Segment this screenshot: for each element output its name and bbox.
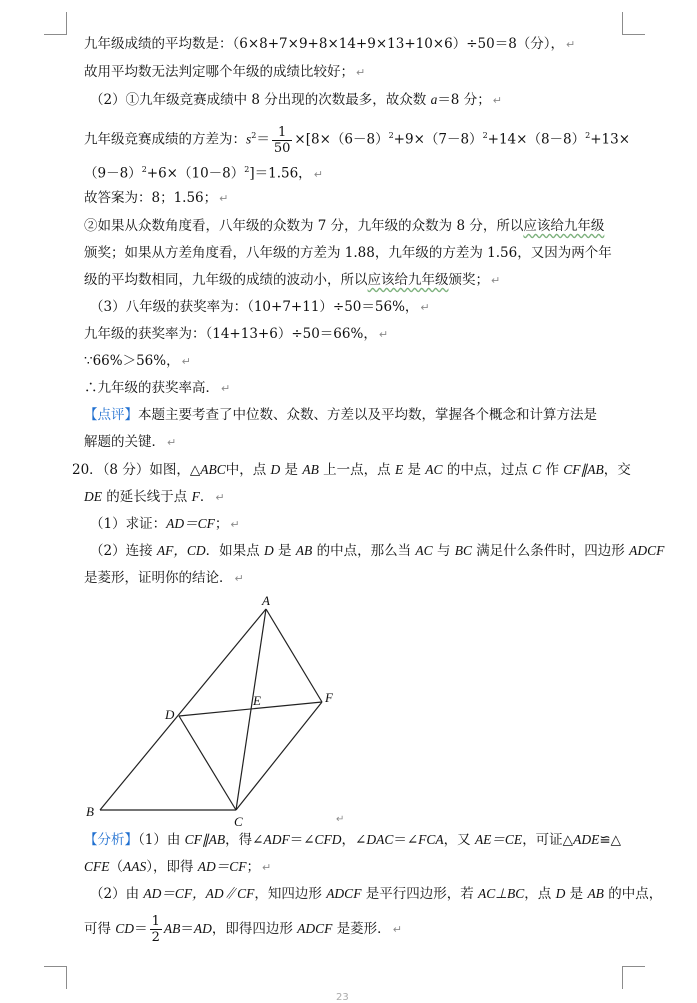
vertex-label-E: E <box>253 693 261 708</box>
question-20-part-1: （1）求证：AD＝CF； ↵ <box>90 516 240 532</box>
text-line-13: ∴九年级的获奖率高． ↵ <box>84 380 231 396</box>
analysis-line-3: （2）由 AD＝CF，AD∥CF，知四边形 ADCF 是平行四边形，若 AC⊥BC，点 D 是 AB 的中点， <box>90 886 663 902</box>
text-line-14: 【点评】本题主要考查了中位数、众数、方差以及平均数，掌握各个概念和计算方法是 <box>84 407 597 423</box>
text-line-5: $(9-8)^2+6\times(10-8)^2]=1.56$， ↵ <box>84 165 323 182</box>
text-line-8: 颁奖；如果从方差角度看，八年级的方差为 1.88，九年级的方差为 1.56，又因为两个年 <box>84 245 612 261</box>
text-line-15: 解题的关键． ↵ <box>84 434 177 450</box>
question-20-part-2-cont: 是菱形，证明你的结论． ↵ <box>84 570 244 586</box>
figure-paragraph-mark: ↵ <box>336 814 345 825</box>
analysis-line-4: 可得 CD＝ $\frac{1}{2}$ AB＝AD，即得四边形 ADCF 是菱形． ↵ <box>84 914 402 945</box>
question-20-part-2: （2）连接 AF，CD．如果点 D 是 AB 的中点，那么当 AC 与 BC 满足什么条件时，四边形 ADCF <box>90 543 665 559</box>
fraction-one-half: $\frac{1}{2}$ <box>151 914 160 945</box>
spellcheck-underline: 应该给九年级 <box>523 218 605 234</box>
vertex-label-F: F <box>325 690 333 705</box>
vertex-label-A: A <box>262 593 270 608</box>
vertex-label-C: C <box>234 814 243 827</box>
segment-AF <box>266 609 322 702</box>
question-20-line-1: 20．（8 分）如图，△ABC中，点 D 是 AB 上一点，点 E 是 AC 的中点，过点 C 作 CF∥AB，交 <box>72 462 631 478</box>
comment-tag: 【点评】 <box>84 407 138 423</box>
vertex-label-D: D <box>165 707 175 722</box>
question-20-line-2: DE 的延长线于点 F． ↵ <box>84 489 225 505</box>
text-line-9: 级的平均数相同，九年级的成绩的波动小，所以应该给九年级颁奖； ↵ <box>84 272 501 288</box>
text-line-11: 九年级的获奖率为：（14+13+6）÷50＝66%， ↵ <box>84 326 389 342</box>
text-line-3: （2）①九年级竞赛成绩中 8 分出现的次数最多，故众数 a＝8 分； ↵ <box>90 92 502 108</box>
segment-CF <box>236 702 322 810</box>
analysis-line-1: 【分析】（1）由 CF∥AB，得∠ADF＝∠CFD，∠DAC＝∠FCA，又 AE＝CE，可证△ADE≌△ <box>84 832 622 848</box>
text-line-6: 故答案为：8；1.56； ↵ <box>84 190 229 206</box>
crop-mark-top-right <box>622 12 645 35</box>
text-line-10: （3）八年级的获奖率为：（10+7+11）÷50＝56%， ↵ <box>90 299 430 315</box>
fraction-one-fiftieth: $\frac{1}{50}$ <box>273 124 291 156</box>
crop-mark-top-left <box>44 12 67 35</box>
text-line-1: 九年级成绩的平均数是：（6×8+7×9+8×14+9×13+10×6）÷50＝8（分）， ↵ <box>84 36 576 52</box>
segment-CD <box>179 716 236 810</box>
text-line-4: 九年级竞赛成绩的方差为：$s^2=$ $\frac{1}{50}$ $\times[8\times(6-8)^2+9\times(7-8)^2+14\times(8-8)^2+13\times$ <box>84 124 631 156</box>
text-line-2: 故用平均数无法判定哪个年级的成绩比较好； ↵ <box>84 64 366 80</box>
geometry-figure <box>80 592 370 827</box>
analysis-tag: 【分析】 <box>84 832 138 848</box>
spellcheck-underline: 应该给九年级 <box>367 272 449 288</box>
analysis-line-2: CFE（AAS），即得 AD＝CF； ↵ <box>84 859 272 875</box>
text-line-12: ∵66%＞56%， ↵ <box>84 353 191 369</box>
text-line-7: ②如果从众数角度看，八年级的众数为 7 分，九年级的众数为 8 分，所以应该给九年级 <box>84 218 605 234</box>
page-number: 23 <box>336 992 349 1003</box>
vertex-label-B: B <box>86 804 94 819</box>
crop-mark-bottom-left <box>44 966 67 989</box>
crop-mark-bottom-right <box>622 966 645 989</box>
